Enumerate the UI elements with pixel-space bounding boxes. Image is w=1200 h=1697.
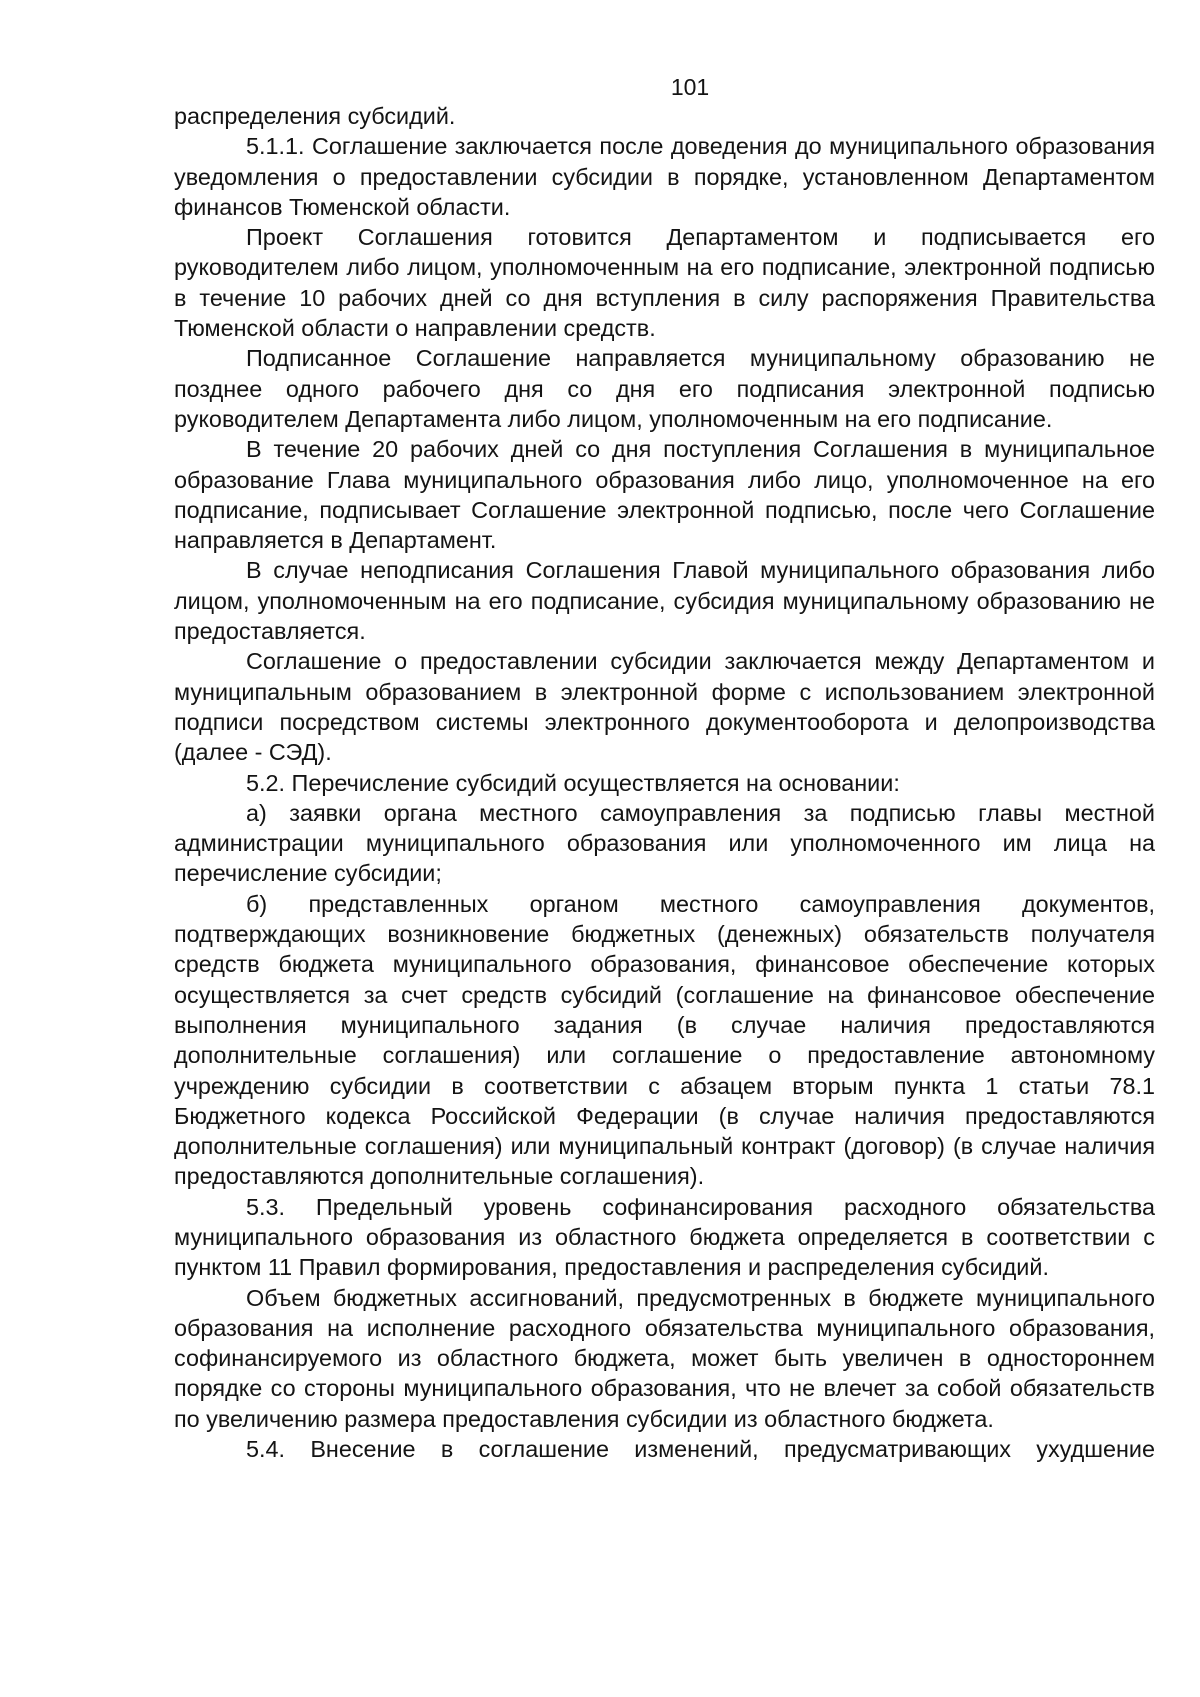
paragraph-5-2: 5.2. Перечисление субсидий осуществляется на основании: [246,769,900,796]
paragraph-non-signing: В случае неподписания Соглашения Главой муниципального образования либо лицом, уполномоченным на его подписание, субсидия муниципальному образованию не предоставляется. [174,557,1155,645]
paragraph-electronic-form: Соглашение о предоставлении субсидии заключается между Департаментом и муниципальным образованием в электронной форме с использованием электронной подписи посредством системы электронного документооборота и делопроизводства (далее - СЭД). [174,648,1155,766]
paragraph-signed-agreement: Подписанное Соглашение направляется муниципальному образованию не позднее одного рабочего дня со дня его подписания электронной подписью руководителем Департамента либо лицом, уполномоченным на его подписание. [174,345,1155,432]
document-body [174,101,1155,1464]
paragraph-budget-volume: Объем бюджетных ассигнований, предусмотренных в бюджете муниципального образования на исполнение расходного обязательства муниципального образования, софинансируемого из областного бюджета, может быть увеличен в одностороннем порядке со стороны муниципального образования, что не влечет за собой обязательств по увеличению размера предоставления субсидии из областного бюджета. [174,1284,1155,1432]
paragraph-5-2-a: а) заявки органа местного самоуправления за подписью главы местной администрации муниципального образования или уполномоченного им лица на перечисление субсидии; [174,799,1155,887]
paragraph-5-3: 5.3. Предельный уровень софинансирования расходного обязательства муниципального образования из областного бюджета определяется в соответствии с пунктом 11 Правил формирования, предоставления и распределения субсидий. [174,1193,1155,1281]
paragraph-draft-agreement: Проект Соглашения готовится Департаментом и подписывается его руководителем либо лицом, уполномоченным на его подписание, электронной подписью в течение 10 рабочих дней со дня вступления в силу распоряжения Правительства Тюменской области о направлении средств. [174,224,1155,342]
paragraph-signing-period: В течение 20 рабочих дней со дня поступления Соглашения в муниципальное образование Глава муниципального образования либо лицо, уполномоченное на его подписание, подписывает Соглашение электронной подписью, после чего Соглашение направляется в Департамент. [174,436,1155,554]
page-number: 101 [670,74,710,100]
paragraph-continuation: распределения субсидий. [174,103,456,129]
paragraph-5-2-b: б) представленных органом местного самоуправления документов, подтверждающих возникновение бюджетных (денежных) обязательств получателя средств бюджета муниципального образования, финансовое обеспечение которых осуществляется за счет средств субсидий (соглашение на финансовое обеспечение выполнения муниципального задания (в случае наличия предоставляются дополнительные соглашения) или соглашение о предоставление автономному учреждению субсидии в соответствии с абзацем вторым пункта 1 статьи 78.1 Бюджетного кодекса Российской Федерации (в случае наличия предоставляются дополнительные соглашения) или муниципальный контракт (договор) (в случае наличия предоставляются дополнительные соглашения). [174,890,1155,1190]
paragraph-5-1-1: 5.1.1. Соглашение заключается после доведения до муниципального образования уведомления о предоставлении субсидии в порядке, установленном Департаментом финансов Тюменской области. [174,133,1155,220]
paragraph-5-4: 5.4. Внесение в соглашение изменений, предусматривающих ухудшение [246,1436,1155,1463]
